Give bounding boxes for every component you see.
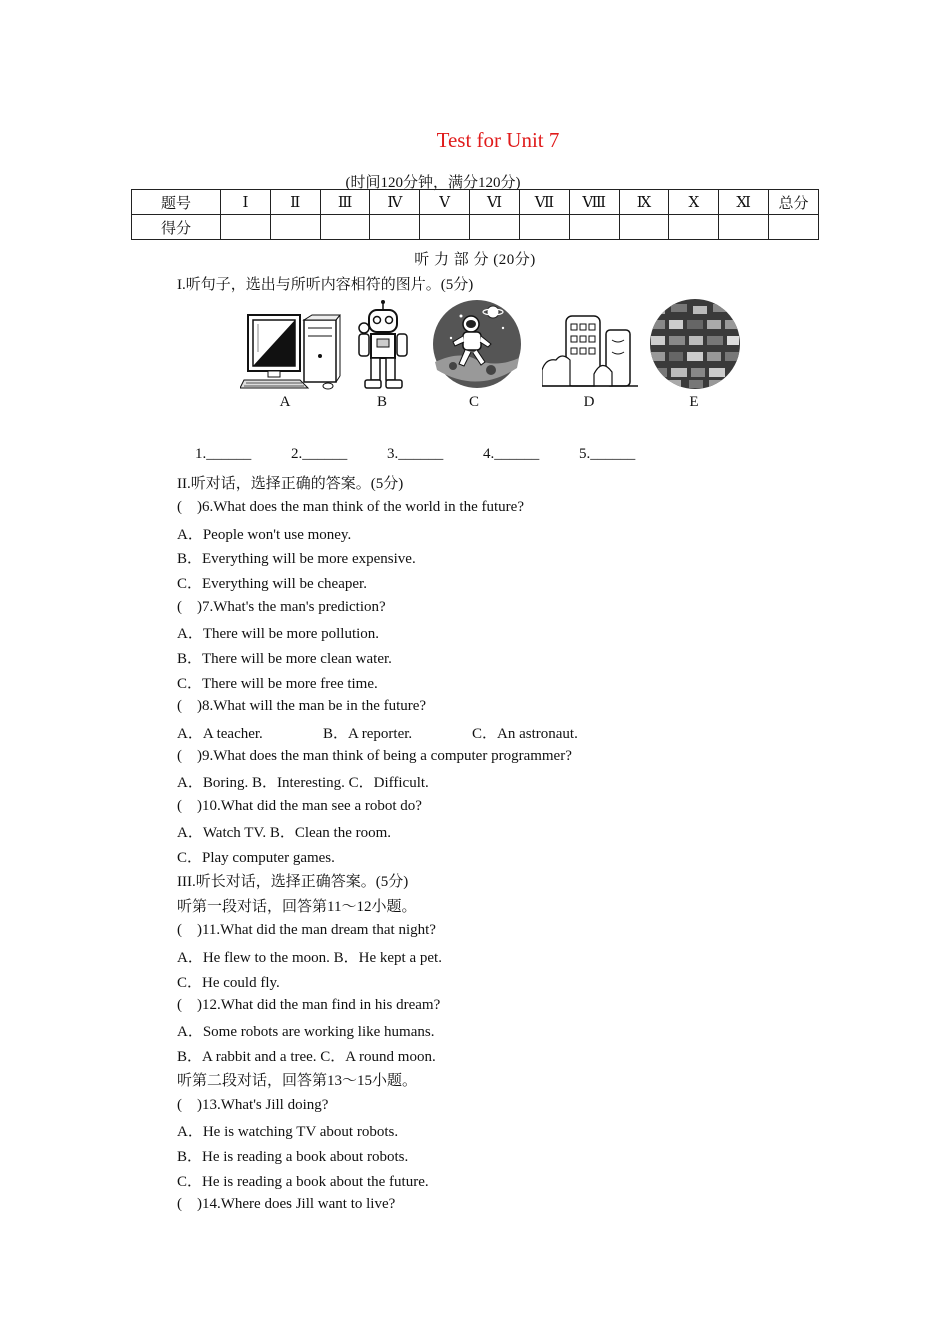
option-text: B．A reporter. (323, 726, 413, 742)
option-text: C．Play computer games. (177, 850, 335, 866)
score-table-cell: Ⅹ (669, 190, 719, 215)
option-text: A．Watch TV. B．Clean the room. (177, 825, 392, 841)
score-entry-cell[interactable] (320, 215, 370, 240)
score-table (131, 189, 819, 240)
robot-picture (355, 300, 411, 390)
traffic-jam-picture (649, 298, 741, 390)
answer-blank[interactable]: 2.______ (291, 446, 348, 462)
question-6: ( )6.What does the man think of the world in the future? (177, 499, 524, 515)
score-entry-cell[interactable] (221, 215, 271, 240)
option-text: B．There will be more clean water. (177, 651, 392, 667)
score-entry-cell[interactable] (370, 215, 420, 240)
score-entry-cell[interactable] (719, 215, 769, 240)
score-table-cell: Ⅸ (619, 190, 669, 215)
score-table-cell: Ⅴ (420, 190, 470, 215)
score-entry-cell[interactable] (519, 215, 569, 240)
option-text: A．Some robots are working like humans. (177, 1024, 435, 1040)
time-and-score-note: (时间120分钟，满分120分) (345, 175, 521, 191)
question-12: ( )12.What did the man find in his dream? (177, 997, 441, 1013)
score-table-cell: Ⅺ (719, 190, 769, 215)
option-text: A．There will be more pollution. (177, 626, 380, 642)
option-text: B．He is reading a book about robots. (177, 1149, 409, 1165)
option-text: C．He is reading a book about the future. (177, 1174, 429, 1190)
question-7: ( )7.What's the man's prediction? (177, 599, 386, 615)
answer-blank[interactable]: 1.______ (195, 446, 252, 462)
option-text: C．He could fly. (177, 975, 280, 991)
question-14: ( )14.Where does Jill want to live? (177, 1196, 396, 1212)
option-text: C．There will be more free time. (177, 676, 378, 692)
option-text: A．People won't use money. (177, 527, 352, 543)
score-entry-cell[interactable] (569, 215, 619, 240)
city-buildings-picture (542, 308, 638, 388)
option-text: A．Boring. B．Interesting. C．Difficult. (177, 775, 429, 791)
picture-label-c: C (468, 394, 479, 410)
picture-label-a: A (279, 394, 291, 410)
section-2-instruction: II.听对话，选择正确的答案。(5分) (177, 476, 404, 492)
score-table-cell: 总分 (769, 190, 819, 215)
score-entry-cell[interactable] (769, 215, 819, 240)
score-table-cell: Ⅷ (569, 190, 619, 215)
option-text: A．He is watching TV about robots. (177, 1124, 399, 1140)
score-table-header-row (132, 190, 819, 215)
score-table-cell: Ⅳ (370, 190, 420, 215)
option-text: B．A rabbit and a tree. C．A round moon. (177, 1049, 436, 1065)
section-3-instruction: III.听长对话，选择正确答案。(5分) (177, 874, 409, 890)
section-1-instruction: I.听句子，选出与所听内容相符的图片。(5分) (177, 277, 474, 293)
option-text: A．A teacher. (177, 726, 263, 742)
score-table-cell: 得分 (132, 215, 221, 240)
question-8: ( )8.What will the man be in the future? (177, 698, 427, 714)
score-table-cell: Ⅶ (519, 190, 569, 215)
score-table-score-row (132, 215, 819, 240)
score-table-cell: Ⅲ (320, 190, 370, 215)
computer-picture (240, 312, 342, 390)
option-text: C．An astronaut. (472, 726, 578, 742)
question-11: ( )11.What did the man dream that night? (177, 922, 436, 938)
astronaut-picture (431, 298, 523, 390)
option-text: B．Everything will be more expensive. (177, 551, 416, 567)
score-table-cell: Ⅰ (221, 190, 271, 215)
question-9: ( )9.What does the man think of being a computer programmer? (177, 748, 572, 764)
picture-label-d: D (583, 394, 595, 410)
score-entry-cell[interactable] (270, 215, 320, 240)
score-entry-cell[interactable] (619, 215, 669, 240)
dialogue-1-note: 听第一段对话，回答第11～12小题。 (177, 899, 417, 915)
question-8-options (177, 722, 578, 743)
listening-section-header: 听 力 部 分 (20分) (414, 252, 536, 268)
score-table-cell: Ⅵ (470, 190, 520, 215)
score-entry-cell[interactable] (669, 215, 719, 240)
score-table-cell: Ⅱ (270, 190, 320, 215)
answer-blank[interactable]: 3.______ (387, 446, 444, 462)
picture-label-e: E (689, 394, 699, 410)
score-entry-cell[interactable] (420, 215, 470, 240)
answer-blank[interactable]: 4.______ (483, 446, 540, 462)
option-text: A．He flew to the moon. B．He kept a pet. (177, 950, 442, 966)
score-entry-cell[interactable] (470, 215, 520, 240)
score-table-cell: 题号 (132, 190, 221, 215)
question-13: ( )13.What's Jill doing? (177, 1097, 329, 1113)
option-text: C．Everything will be cheaper. (177, 576, 367, 592)
answer-blanks (195, 446, 671, 463)
dialogue-2-note: 听第二段对话，回答第13～15小题。 (177, 1073, 418, 1089)
question-10: ( )10.What did the man see a robot do? (177, 798, 422, 814)
page-title: Test for Unit 7 (436, 128, 560, 152)
picture-label-b: B (376, 394, 387, 410)
answer-blank[interactable]: 5.______ (579, 446, 636, 462)
